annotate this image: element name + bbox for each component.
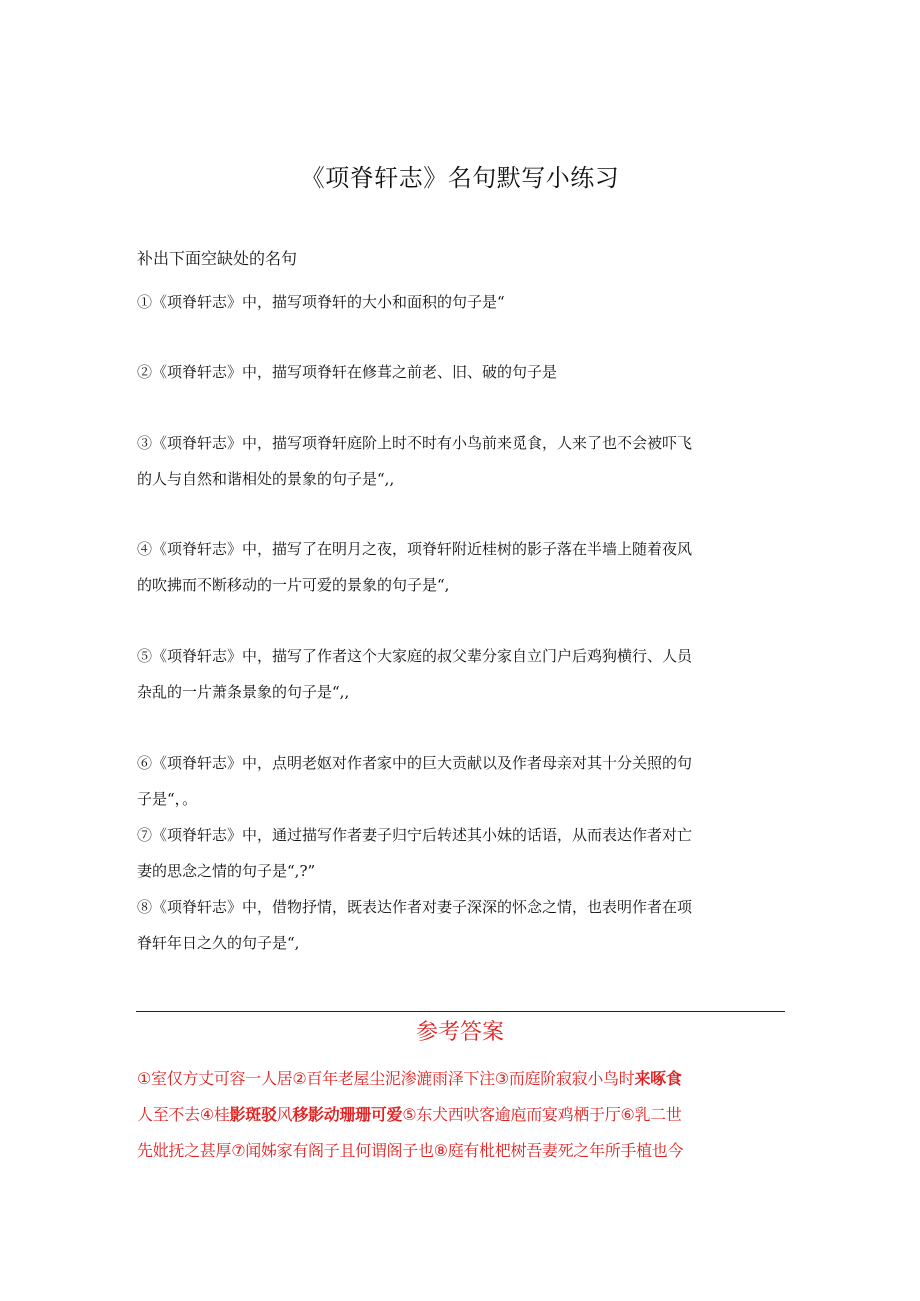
question-6-line-2: 子是“，。 bbox=[137, 790, 198, 808]
answer-segment: 先妣抚之甚厚⑦闻姊家有阁子且何谓阁子也⑧庭有枇杷树吾妻死之年所手植也今 bbox=[137, 1141, 684, 1160]
answer-segment: ①室仅方丈可容一人居②百年老屋尘泥渗漉雨泽下注③而庭阶寂寂小鸟时 bbox=[137, 1069, 635, 1088]
question-1-line-1: ①《项脊轩志》中，描写项脊轩的大小和面积的句子是“ bbox=[137, 293, 505, 311]
question-7 bbox=[137, 817, 787, 889]
question-4-line-2: 的吹拂而不断移动的一片可爱的景象的句子是“, bbox=[137, 576, 450, 594]
question-7-line-1: ⑦《项脊轩志》中，通过描写作者妻子归宁后转述其小妹的话语，从而表达作者对亡 bbox=[137, 826, 693, 844]
question-2 bbox=[137, 354, 787, 390]
answer-text-block bbox=[137, 1061, 797, 1169]
answer-line-3 bbox=[137, 1133, 797, 1169]
answer-segment: 人至不去④桂 bbox=[137, 1105, 230, 1124]
question-4 bbox=[137, 531, 787, 603]
answer-line-1 bbox=[137, 1061, 797, 1097]
question-3 bbox=[137, 425, 787, 497]
question-8 bbox=[137, 889, 787, 961]
question-1 bbox=[137, 284, 787, 320]
answer-segment: 风 bbox=[276, 1105, 293, 1124]
question-3-line-1: ③《项脊轩志》中，描写项脊轩庭阶上时不时有小鸟前来觅食，人来了也不会被吓飞 bbox=[137, 434, 693, 452]
question-5 bbox=[137, 638, 787, 710]
answer-segment-bold: 影斑驳 bbox=[229, 1105, 277, 1124]
question-6-line-1: ⑥《项脊轩志》中，点明老妪对作者家中的巨大贡献以及作者母亲对其十分关照的句 bbox=[137, 754, 693, 772]
section-divider bbox=[136, 1011, 785, 1012]
question-4-line-1: ④《项脊轩志》中，描写了在明月之夜，项脊轩附近桂树的影子落在半墙上随着夜风 bbox=[137, 540, 693, 558]
question-3-line-2: 的人与自然和谐相处的景象的句子是“,, bbox=[137, 470, 395, 488]
answer-line-2 bbox=[137, 1097, 797, 1133]
question-8-line-2: 脊轩年日之久的句子是“, bbox=[137, 934, 300, 952]
question-8-line-1: ⑧《项脊轩志》中，借物抒情，既表达作者对妻子深深的怀念之情，也表明作者在项 bbox=[137, 898, 693, 916]
answer-segment-bold: 来啄食 bbox=[634, 1069, 682, 1088]
question-5-line-1: ⑤《项脊轩志》中，描写了作者这个大家庭的叔父辈分家自立门户后鸡狗横行、人员 bbox=[137, 647, 693, 665]
question-6 bbox=[137, 745, 787, 817]
answer-segment-bold: 移影动珊珊可爱 bbox=[292, 1105, 403, 1124]
question-7-line-2: 妻的思念之情的句子是“,?” bbox=[137, 862, 316, 880]
answer-segment: ⑤东犬西吠客逾庖而宴鸡栖于厅⑥乳二世 bbox=[402, 1105, 682, 1124]
instruction-text: 补出下面空缺处的名句 bbox=[137, 249, 298, 268]
answer-section-title: 参考答案 bbox=[415, 1020, 504, 1045]
question-5-line-2: 杂乱的一片萧条景象的句子是“,, bbox=[137, 683, 350, 701]
question-2-line-1: ②《项脊轩志》中，描写项脊轩在修葺之前老、旧、破的句子是 bbox=[137, 363, 558, 381]
document-title: 《项脊轩志》名句默写小练习 bbox=[300, 164, 620, 192]
